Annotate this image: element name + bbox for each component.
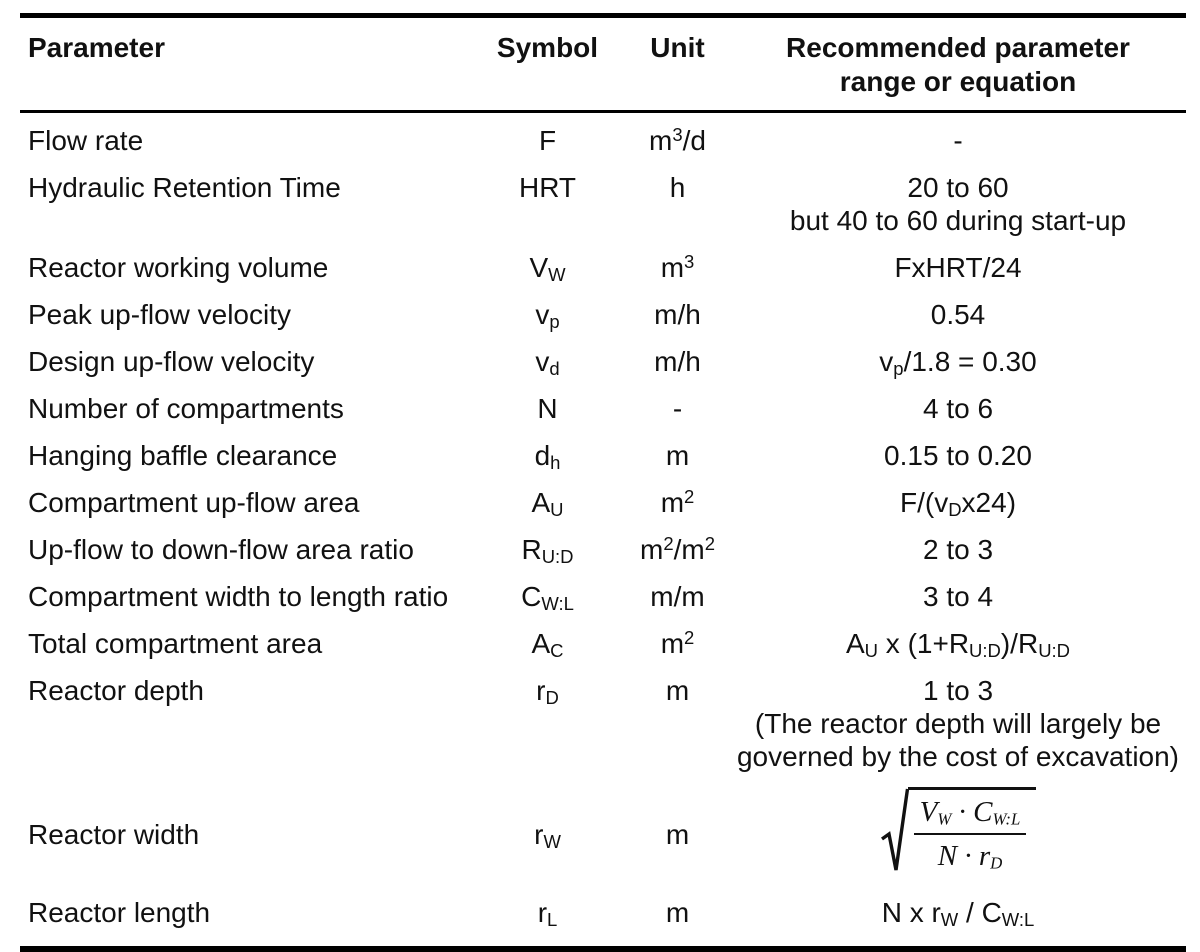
table-row <box>20 620 1186 667</box>
sup-text: 2 <box>663 532 674 554</box>
parameter-cell <box>20 251 470 284</box>
text-line <box>625 439 730 472</box>
text-run: A <box>531 487 551 518</box>
radical-sign-icon <box>880 787 910 875</box>
text-run: m <box>660 487 685 518</box>
text-run: · <box>951 796 974 828</box>
text-run: 20 to 60 <box>907 172 1009 203</box>
fraction-numerator <box>914 795 1027 835</box>
value-cell <box>730 298 1186 331</box>
parameter-cell <box>20 818 470 851</box>
table-row <box>20 385 1186 432</box>
text-run: 4 to 6 <box>922 393 994 424</box>
parameter-cell <box>20 580 470 613</box>
text-run: )/R <box>1000 628 1039 659</box>
text-run: v <box>535 346 550 377</box>
unit-cell <box>625 818 730 851</box>
sub-text: W <box>940 909 959 931</box>
text-run: A <box>531 628 551 659</box>
symbol-cell <box>470 580 625 613</box>
text-run: d <box>534 440 551 471</box>
text-run: N x r <box>881 897 941 928</box>
text-run: Up-flow to down-flow area ratio <box>28 534 414 565</box>
table-row <box>20 479 1186 526</box>
text-line <box>730 580 1186 613</box>
text-line <box>730 707 1186 740</box>
column-header-parameter: Parameter <box>28 32 165 63</box>
text-line <box>625 627 730 660</box>
sup-text: 3 <box>672 123 683 145</box>
text-line <box>625 533 730 566</box>
table-row <box>20 780 1186 889</box>
symbol-cell <box>470 818 625 851</box>
text-line <box>625 674 730 707</box>
unit-cell <box>625 392 730 425</box>
text-line <box>28 392 470 425</box>
value-cell <box>730 392 1186 425</box>
text-line <box>470 580 625 613</box>
text-line <box>28 251 470 284</box>
value-cell <box>730 251 1186 284</box>
text-run: m/h <box>654 299 701 330</box>
symbol-cell <box>470 392 625 425</box>
text-line <box>470 124 625 157</box>
symbol-cell <box>470 533 625 566</box>
text-line <box>730 439 1186 472</box>
text-run: Reactor depth <box>28 675 204 706</box>
parameter-cell <box>20 896 470 929</box>
text-run: r <box>978 840 991 872</box>
parameter-cell <box>20 298 470 331</box>
sub-text: W <box>543 831 561 853</box>
sup-text: 3 <box>684 250 695 272</box>
text-run: x24) <box>961 487 1017 518</box>
text-run: m <box>665 819 690 850</box>
text-line <box>625 345 730 378</box>
text-line <box>28 298 470 331</box>
text-line <box>730 251 1186 284</box>
parameter-cell <box>20 392 470 425</box>
column-header-symbol: Symbol <box>496 32 599 63</box>
text-line <box>730 740 1186 773</box>
text-line <box>28 124 470 157</box>
value-cell <box>730 896 1186 929</box>
text-run: r <box>536 675 546 706</box>
parameter-cell <box>20 345 470 378</box>
symbol-cell <box>470 439 625 472</box>
text-line <box>730 533 1186 566</box>
fraction <box>914 795 1027 873</box>
value-cell <box>730 345 1186 378</box>
sub-text: p <box>549 311 560 333</box>
unit-cell <box>625 439 730 472</box>
value-cell <box>730 533 1186 566</box>
text-run: Flow rate <box>28 125 144 156</box>
text-run: F <box>538 125 557 156</box>
column-header-unit: Unit <box>650 32 705 63</box>
parameter-table <box>20 13 1186 952</box>
text-run: Compartment width to length ratio <box>28 581 449 612</box>
text-run: 0.15 to 0.20 <box>884 440 1032 471</box>
sub-text: D <box>948 499 962 521</box>
unit-cell <box>625 171 730 204</box>
sub-text: C <box>550 640 564 662</box>
radicand <box>908 787 1037 873</box>
text-line <box>470 486 625 519</box>
table-row <box>20 889 1186 936</box>
text-line <box>625 896 730 929</box>
text-line <box>730 486 1186 519</box>
parameter-cell <box>20 439 470 472</box>
symbol-cell <box>470 251 625 284</box>
text-line <box>28 171 470 204</box>
text-line <box>730 392 1186 425</box>
unit-cell <box>625 486 730 519</box>
text-run: m <box>660 628 685 659</box>
table-row <box>20 244 1186 291</box>
sub-text: U:D <box>1038 640 1070 662</box>
text-run: Peak up-flow velocity <box>28 299 292 330</box>
text-run: Reactor working volume <box>28 252 329 283</box>
text-line <box>470 627 625 660</box>
text-run: /d <box>682 125 706 156</box>
text-run: Reactor width <box>28 819 200 850</box>
text-line <box>625 392 730 425</box>
text-run: 2 to 3 <box>922 534 994 565</box>
text-run: h <box>669 172 686 203</box>
symbol-cell <box>470 171 625 204</box>
table-row <box>20 526 1186 573</box>
text-run: v <box>535 299 550 330</box>
unit-cell <box>625 345 730 378</box>
text-run: r <box>537 897 548 928</box>
text-run: /m <box>673 534 705 565</box>
parameter-cell <box>20 124 470 157</box>
fraction-denominator <box>938 835 1003 873</box>
text-run: N <box>537 393 558 424</box>
text-run: N <box>937 840 958 872</box>
unit-cell <box>625 896 730 929</box>
text-line <box>28 439 470 472</box>
table-body <box>20 113 1186 946</box>
text-line <box>470 345 625 378</box>
value-cell <box>730 627 1186 660</box>
text-run: HRT <box>518 172 577 203</box>
text-run: 3 to 4 <box>922 581 994 612</box>
text-run: A <box>845 628 865 659</box>
text-run: - <box>953 125 963 156</box>
text-line <box>730 896 1186 929</box>
text-line <box>730 204 1186 237</box>
text-run: Reactor length <box>28 897 211 928</box>
text-run: m <box>665 897 690 928</box>
text-run: / C <box>958 897 1002 928</box>
sub-text: h <box>550 452 561 474</box>
sub-text: W <box>548 264 566 286</box>
text-line <box>730 124 1186 157</box>
sub-text: W:L <box>1001 909 1035 931</box>
text-line <box>28 674 470 707</box>
unit-cell <box>625 533 730 566</box>
text-run: 0.54 <box>930 299 986 330</box>
parameter-cell <box>20 486 470 519</box>
unit-cell <box>625 298 730 331</box>
text-run: Design up-flow velocity <box>28 346 315 377</box>
text-run: R <box>521 534 542 565</box>
symbol-cell <box>470 627 625 660</box>
parameter-cell <box>20 627 470 660</box>
table-row <box>20 291 1186 338</box>
sub-text: D <box>990 853 1003 873</box>
value-cell <box>730 171 1186 237</box>
unit-cell <box>625 674 730 707</box>
symbol-cell <box>470 486 625 519</box>
sub-text: W:L <box>992 809 1021 829</box>
text-run: m <box>640 534 664 565</box>
text-run: C <box>973 796 993 828</box>
text-line <box>625 298 730 331</box>
text-run: F/(v <box>899 487 949 518</box>
text-line <box>625 580 730 613</box>
symbol-cell <box>470 345 625 378</box>
text-line <box>28 486 470 519</box>
sub-text: L <box>547 909 558 931</box>
sub-text: U <box>864 640 879 662</box>
text-run: V <box>919 796 938 828</box>
value-cell <box>730 580 1186 613</box>
text-run: Hydraulic Retention Time <box>28 172 341 203</box>
parameter-cell <box>20 171 470 204</box>
text-line <box>28 533 470 566</box>
text-run: Hanging baffle clearance <box>28 440 338 471</box>
text-run: m/m <box>650 581 705 612</box>
text-line <box>470 674 625 707</box>
symbol-cell <box>470 674 625 707</box>
text-line <box>470 298 625 331</box>
sub-text: U:D <box>541 546 574 568</box>
unit-cell <box>625 627 730 660</box>
table-header <box>20 18 1186 113</box>
value-cell <box>730 787 1186 882</box>
symbol-cell <box>470 298 625 331</box>
parameter-cell <box>20 674 470 707</box>
square-root-formula <box>880 787 1037 875</box>
text-run: but 40 to 60 during start-up <box>789 205 1127 236</box>
text-line <box>470 171 625 204</box>
value-cell <box>730 674 1186 773</box>
unit-cell <box>625 251 730 284</box>
column-header-range-or-equation: Recommended parameter range or equation <box>786 32 1130 97</box>
text-line <box>28 345 470 378</box>
value-cell <box>730 124 1186 157</box>
text-run: /1.8 = 0.30 <box>903 346 1037 377</box>
text-run: 1 to 3 <box>922 675 994 706</box>
text-line <box>730 171 1186 204</box>
text-run: C <box>521 581 542 612</box>
text-run: Number of compartments <box>28 393 344 424</box>
parameter-cell <box>20 533 470 566</box>
sup-text: 2 <box>684 626 695 648</box>
text-run: x (1+R <box>878 628 970 659</box>
text-line <box>28 580 470 613</box>
sub-text: d <box>549 358 560 380</box>
text-line <box>625 251 730 284</box>
text-run: - <box>672 393 683 424</box>
sup-text: 2 <box>704 532 715 554</box>
text-run: (The reactor depth will largely be <box>754 708 1162 739</box>
text-run: m <box>665 440 690 471</box>
text-line <box>28 896 470 929</box>
sub-text: D <box>545 687 559 709</box>
text-line <box>625 171 730 204</box>
sub-text: U <box>550 499 564 521</box>
table-row <box>20 573 1186 620</box>
symbol-cell <box>470 124 625 157</box>
text-line <box>730 298 1186 331</box>
text-run: V <box>529 252 549 283</box>
text-line <box>730 345 1186 378</box>
text-run: m/h <box>654 346 701 377</box>
text-line <box>730 674 1186 707</box>
text-line <box>625 818 730 851</box>
table-row <box>20 432 1186 479</box>
text-run: v <box>879 346 894 377</box>
text-line <box>730 627 1186 660</box>
text-run: Total compartment area <box>28 628 323 659</box>
text-run: m <box>660 252 685 283</box>
table-row <box>20 667 1186 780</box>
table-row <box>20 117 1186 164</box>
text-line <box>470 818 625 851</box>
sub-text: U:D <box>969 640 1001 662</box>
text-line <box>470 251 625 284</box>
table-row <box>20 164 1186 244</box>
text-line <box>470 439 625 472</box>
unit-cell <box>625 124 730 157</box>
sub-text: p <box>893 358 904 380</box>
sup-text: 2 <box>684 485 695 507</box>
text-line <box>28 627 470 660</box>
symbol-cell <box>470 896 625 929</box>
text-run: FxHRT/24 <box>894 252 1022 283</box>
value-cell <box>730 439 1186 472</box>
text-run: m <box>665 675 690 706</box>
table-row <box>20 338 1186 385</box>
value-cell <box>730 486 1186 519</box>
text-run: m <box>649 125 673 156</box>
text-line <box>470 392 625 425</box>
text-run: governed by the cost of excavation) <box>736 741 1180 772</box>
unit-cell <box>625 580 730 613</box>
text-line <box>28 818 470 851</box>
text-run: r <box>534 819 544 850</box>
text-line <box>625 124 730 157</box>
text-line <box>470 533 625 566</box>
text-line <box>470 896 625 929</box>
text-run: Compartment up-flow area <box>28 487 360 518</box>
sub-text: W <box>937 809 952 829</box>
text-line <box>625 486 730 519</box>
text-run: · <box>957 840 979 872</box>
sub-text: W:L <box>541 593 574 615</box>
